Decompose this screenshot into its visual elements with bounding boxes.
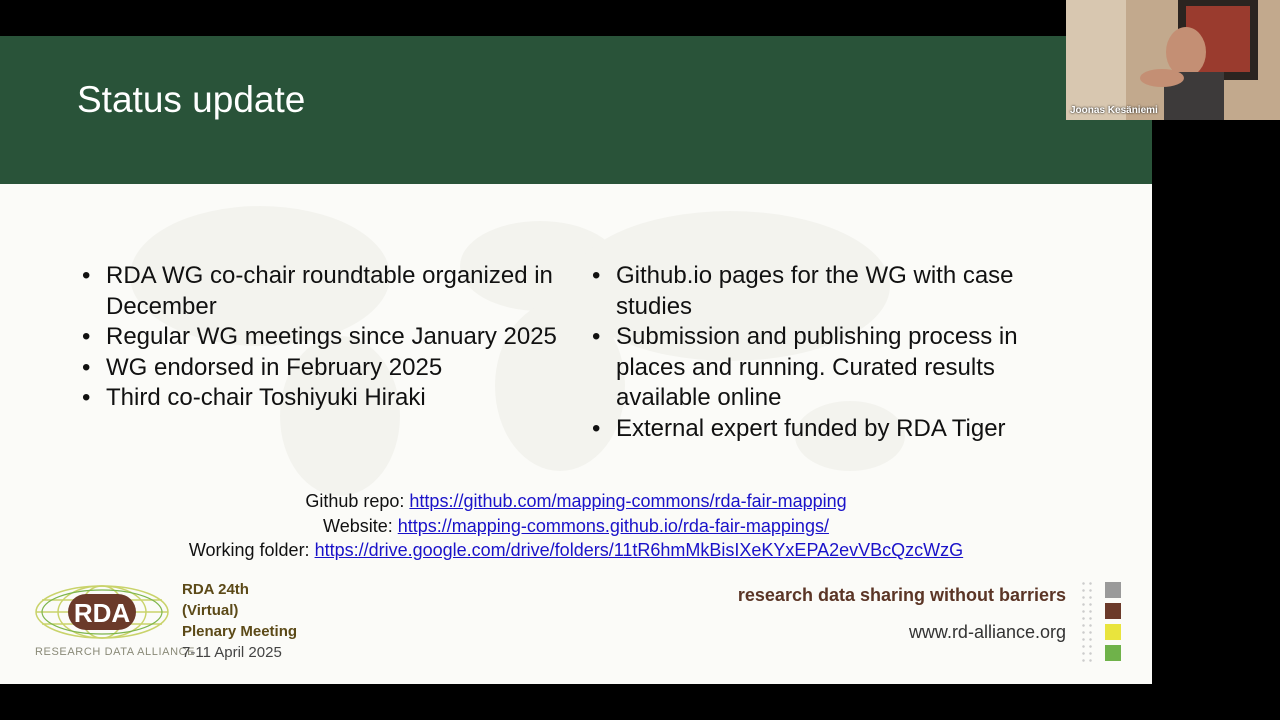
color-square [1105, 624, 1121, 640]
list-item: • Regular WG meetings since January 2025 [82, 322, 582, 353]
slide-title: Status update [77, 79, 306, 120]
color-square [1105, 645, 1121, 661]
right-bullet-list [592, 261, 1062, 445]
slide-header [0, 36, 1152, 184]
tagline: research data sharing without barriers [737, 585, 1066, 605]
meeting-line: Plenary Meeting [182, 623, 298, 640]
meeting-line: RDA 24th [182, 581, 249, 598]
meeting-info [182, 579, 297, 663]
working-folder-link[interactable]: https://drive.google.com/drive/folders/11tR6hmMkBisIXeKYxEPA2evVBcQzcWzG [314, 540, 964, 560]
link-label: Working folder: [188, 540, 315, 560]
resource-links [0, 489, 1152, 563]
list-item: • Submission and publishing process in places and running. Curated results available online [592, 322, 1062, 414]
list-item: • WG endorsed in February 2025 [82, 353, 582, 384]
meeting-dates: 7-11 April 2025 [182, 644, 282, 661]
working-folder-line [0, 538, 1152, 563]
meeting-line: (Virtual) [182, 602, 239, 619]
left-bullet-list [82, 261, 582, 414]
list-item: • RDA WG co-chair roundtable organized in December [82, 261, 582, 322]
presentation-slide [0, 36, 1152, 684]
dot-pattern [1080, 580, 1094, 664]
list-item: • External expert funded by RDA Tiger [592, 414, 1062, 445]
participant-video-tile[interactable] [1066, 0, 1280, 120]
github-repo-line [0, 489, 1152, 514]
video-feed [1066, 0, 1280, 120]
website-link[interactable]: https://mapping-commons.github.io/rda-fair-mappings/ [397, 515, 829, 536]
footer-website: www.rd-alliance.org [908, 622, 1066, 642]
logo-text: RDA [73, 598, 131, 628]
color-square [1105, 603, 1121, 619]
link-label: Github repo: [305, 491, 410, 511]
list-item: • Third co-chair Toshiyuki Hiraki [82, 383, 582, 414]
color-square [1105, 582, 1121, 598]
logo-caption: RESEARCH DATA ALLIANCE [35, 646, 196, 658]
color-squares [1080, 580, 1124, 664]
participant-name: Joonas Kesäniemi [1070, 105, 1158, 116]
website-line [0, 514, 1152, 539]
list-item: • Github.io pages for the WG with case studies [592, 261, 1062, 322]
github-repo-link[interactable]: https://github.com/mapping-commons/rda-fair-mapping [409, 491, 847, 511]
link-label: Website: [323, 515, 398, 536]
